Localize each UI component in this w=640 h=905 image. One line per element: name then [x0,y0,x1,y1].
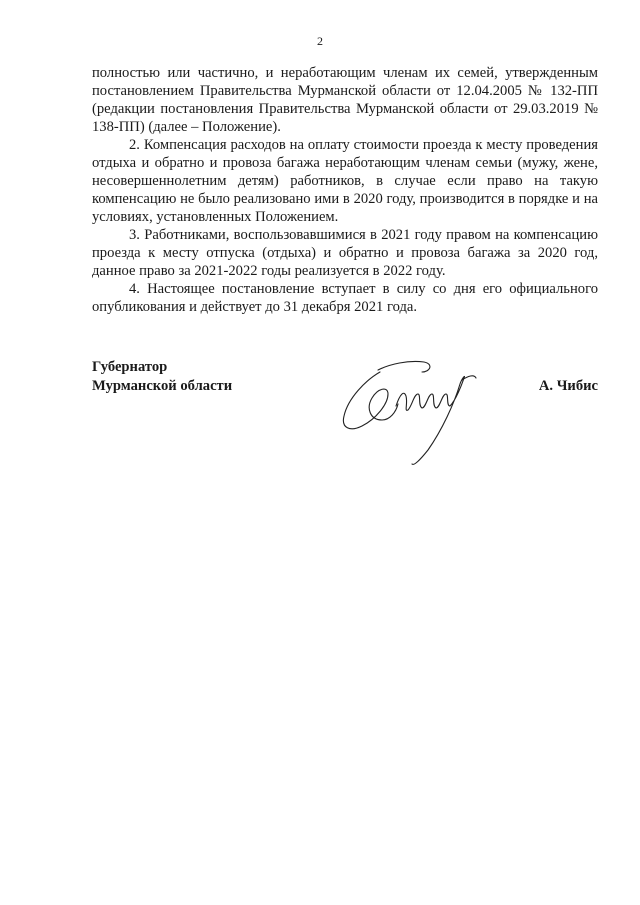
paragraph-item-4: 4. Настоящее постановление вступает в силу со дня его официального опубликования и действует до 31 декабря 2021 года. [92,281,598,315]
signer-title-line-1: Губернатор [92,359,168,375]
signer-title [92,358,232,396]
signer-title-line-2: Мурманской области [92,378,233,394]
paragraph-item-3: 3. Работниками, воспользовавшимися в 2021 году правом на компенсацию проезда к месту отпуска (отдыха) и обратно и провоза багажа за 2020 год, данное право за 2021-2022 годы реализуется в 2022 году. [92,227,598,279]
handwritten-signature [338,350,488,474]
signature-block [92,358,598,478]
paragraph-continuation: полностью или частично, и неработающим членам их семей, утвержденным постановлением Правительства Мурманской области от 12.04.2005 № 132-ПП (редакции постановления Правительства Мурманской области от 29.03.2019 № 138-ПП) (далее – Положение). [92,65,598,135]
paragraph-item-2: 2. Компенсация расходов на оплату стоимости проезда к месту проведения отдыха и обратно и провоза багажа неработающим членам семьи (мужу, жене, несовершеннолетним детям) работников, в случае если право на такую компенсацию не было реализовано ими в 2020 году, производится в порядке и на условиях, установленных Положением. [92,137,598,225]
document-body [92,64,598,316]
page-number: 2 [317,34,323,48]
signer-name: А. Чибис [538,378,598,394]
